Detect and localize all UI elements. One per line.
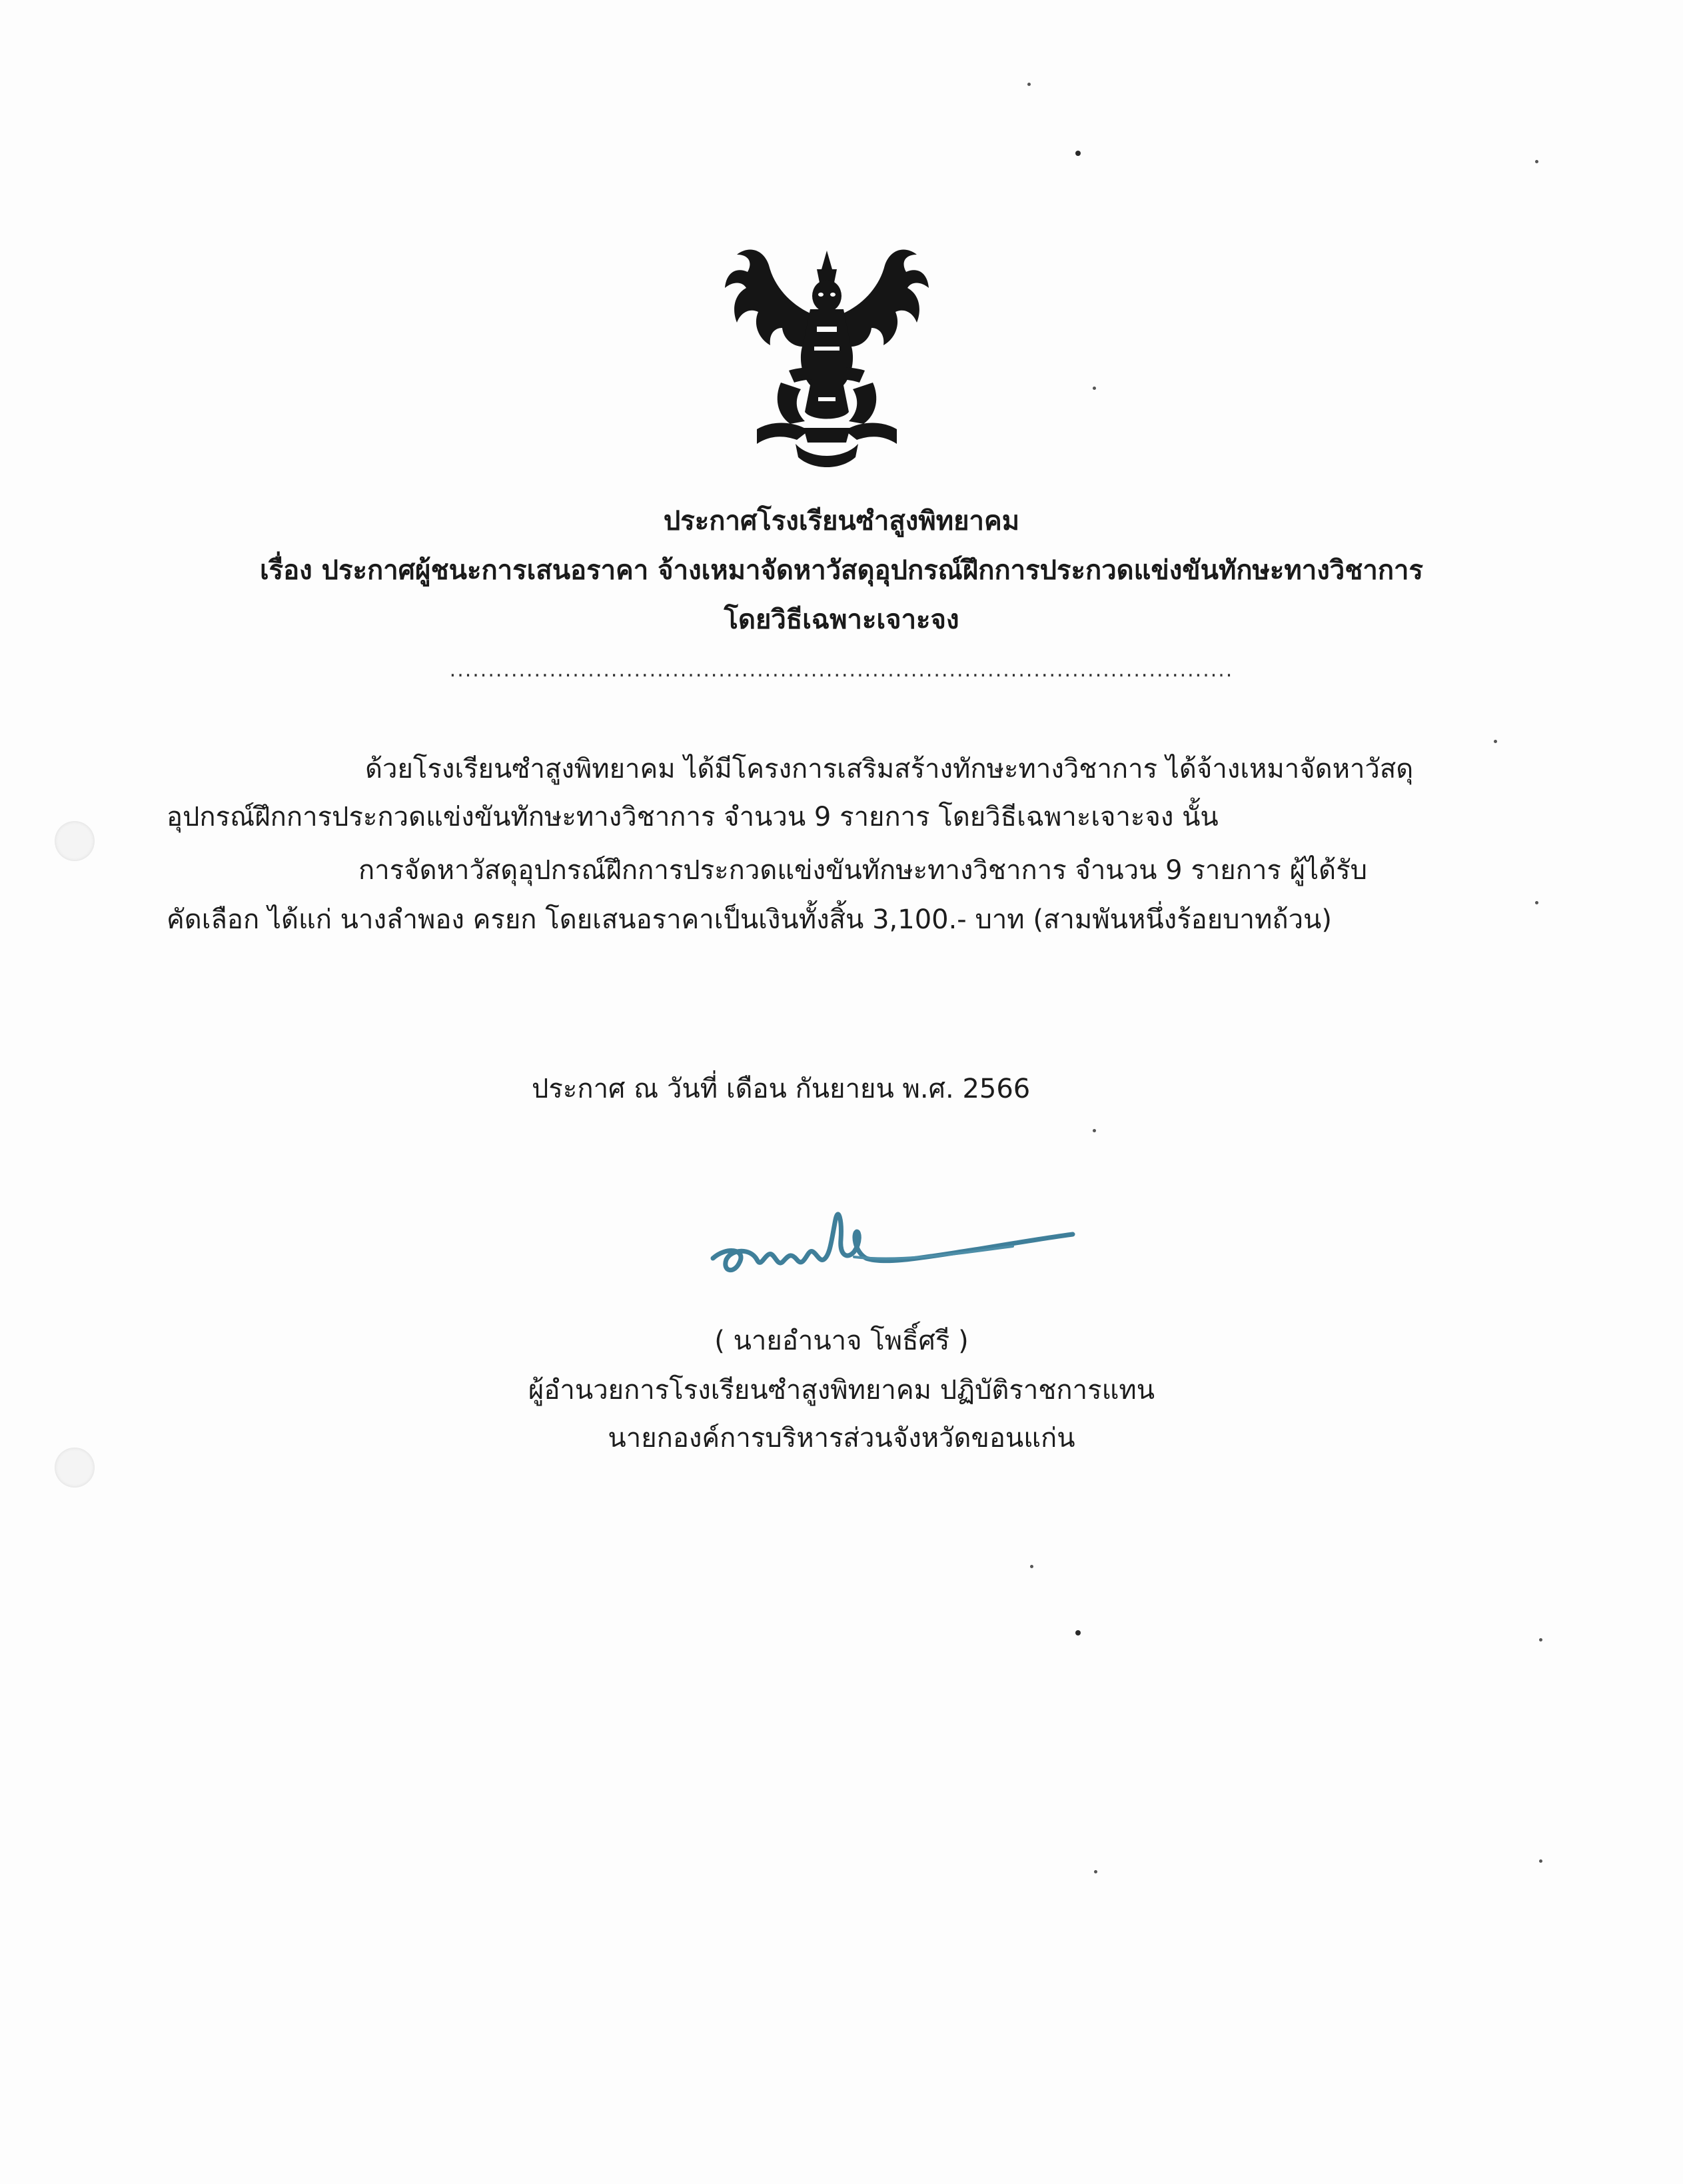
announcement-date: ประกาศ ณ วันที่ เดือน กันยายน พ.ศ. 2566 [532,1074,1031,1104]
scan-speck [1093,387,1096,390]
scan-speck [1494,740,1497,743]
paragraph-1-line-2: อุปกรณ์ฝึกการประกวดแข่งขันทักษะทางวิชาการ จำนวน 9 รายการ โดยวิธีเฉพาะเจาะจง นั้น [167,802,1219,832]
paragraph-2-line-2: คัดเลือก ได้แก่ นางลำพอง ครยก โดยเสนอราคาเป็นเงินทั้งสิ้น 3,100.- บาท (สามพันหนึ่งร้อยบาทถ้วน) [167,904,1332,935]
scan-speck [1027,83,1031,86]
scan-speck [1030,1565,1033,1568]
announcement-title: ประกาศโรงเรียนซำสูงพิทยาคม [663,506,1020,537]
garuda-emblem-icon [717,240,937,473]
signatory-position: ผู้อำนวยการโรงเรียนซำสูงพิทยาคม ปฏิบัติราชการแทน [528,1375,1155,1406]
scan-speck [1535,160,1538,163]
handwritten-signature [700,1193,1086,1300]
scan-speck [1094,1870,1097,1873]
scan-speck [1075,151,1081,156]
announcement-subject-method: โดยวิธีเฉพาะเจาะจง [724,604,959,635]
scan-speck [1535,901,1538,904]
punch-hole-top [55,821,95,861]
scan-speck [1539,1859,1542,1863]
paragraph-1-line-1: ด้วยโรงเรียนซำสูงพิทยาคม ได้มีโครงการเสริมสร้างทักษะทางวิชาการ ได้จ้างเหมาจัดหาวัสดุ [365,754,1414,784]
signatory-name: ( นายอำนาจ โพธิ์ศรี ) [714,1326,969,1356]
paragraph-2-line-1: การจัดหาวัสดุอุปกรณ์ฝึกการประกวดแข่งขันทักษะทางวิชาการ จำนวน 9 รายการ ผู้ได้รับ [358,855,1368,886]
announcement-subject: เรื่อง ประกาศผู้ชนะการเสนอราคา จ้างเหมาจัดหาวัสดุอุปกรณ์ฝึกการประกวดแข่งขันทักษะทางวิชาการ [259,555,1423,586]
signatory-acting-for: นายกองค์การบริหารส่วนจังหวัดขอนแก่น [608,1423,1075,1454]
scan-speck [1075,1630,1081,1636]
scan-speck [1539,1638,1542,1641]
scan-speck [1093,1129,1096,1132]
heading-divider: ...................................................................................................... [449,658,1234,682]
